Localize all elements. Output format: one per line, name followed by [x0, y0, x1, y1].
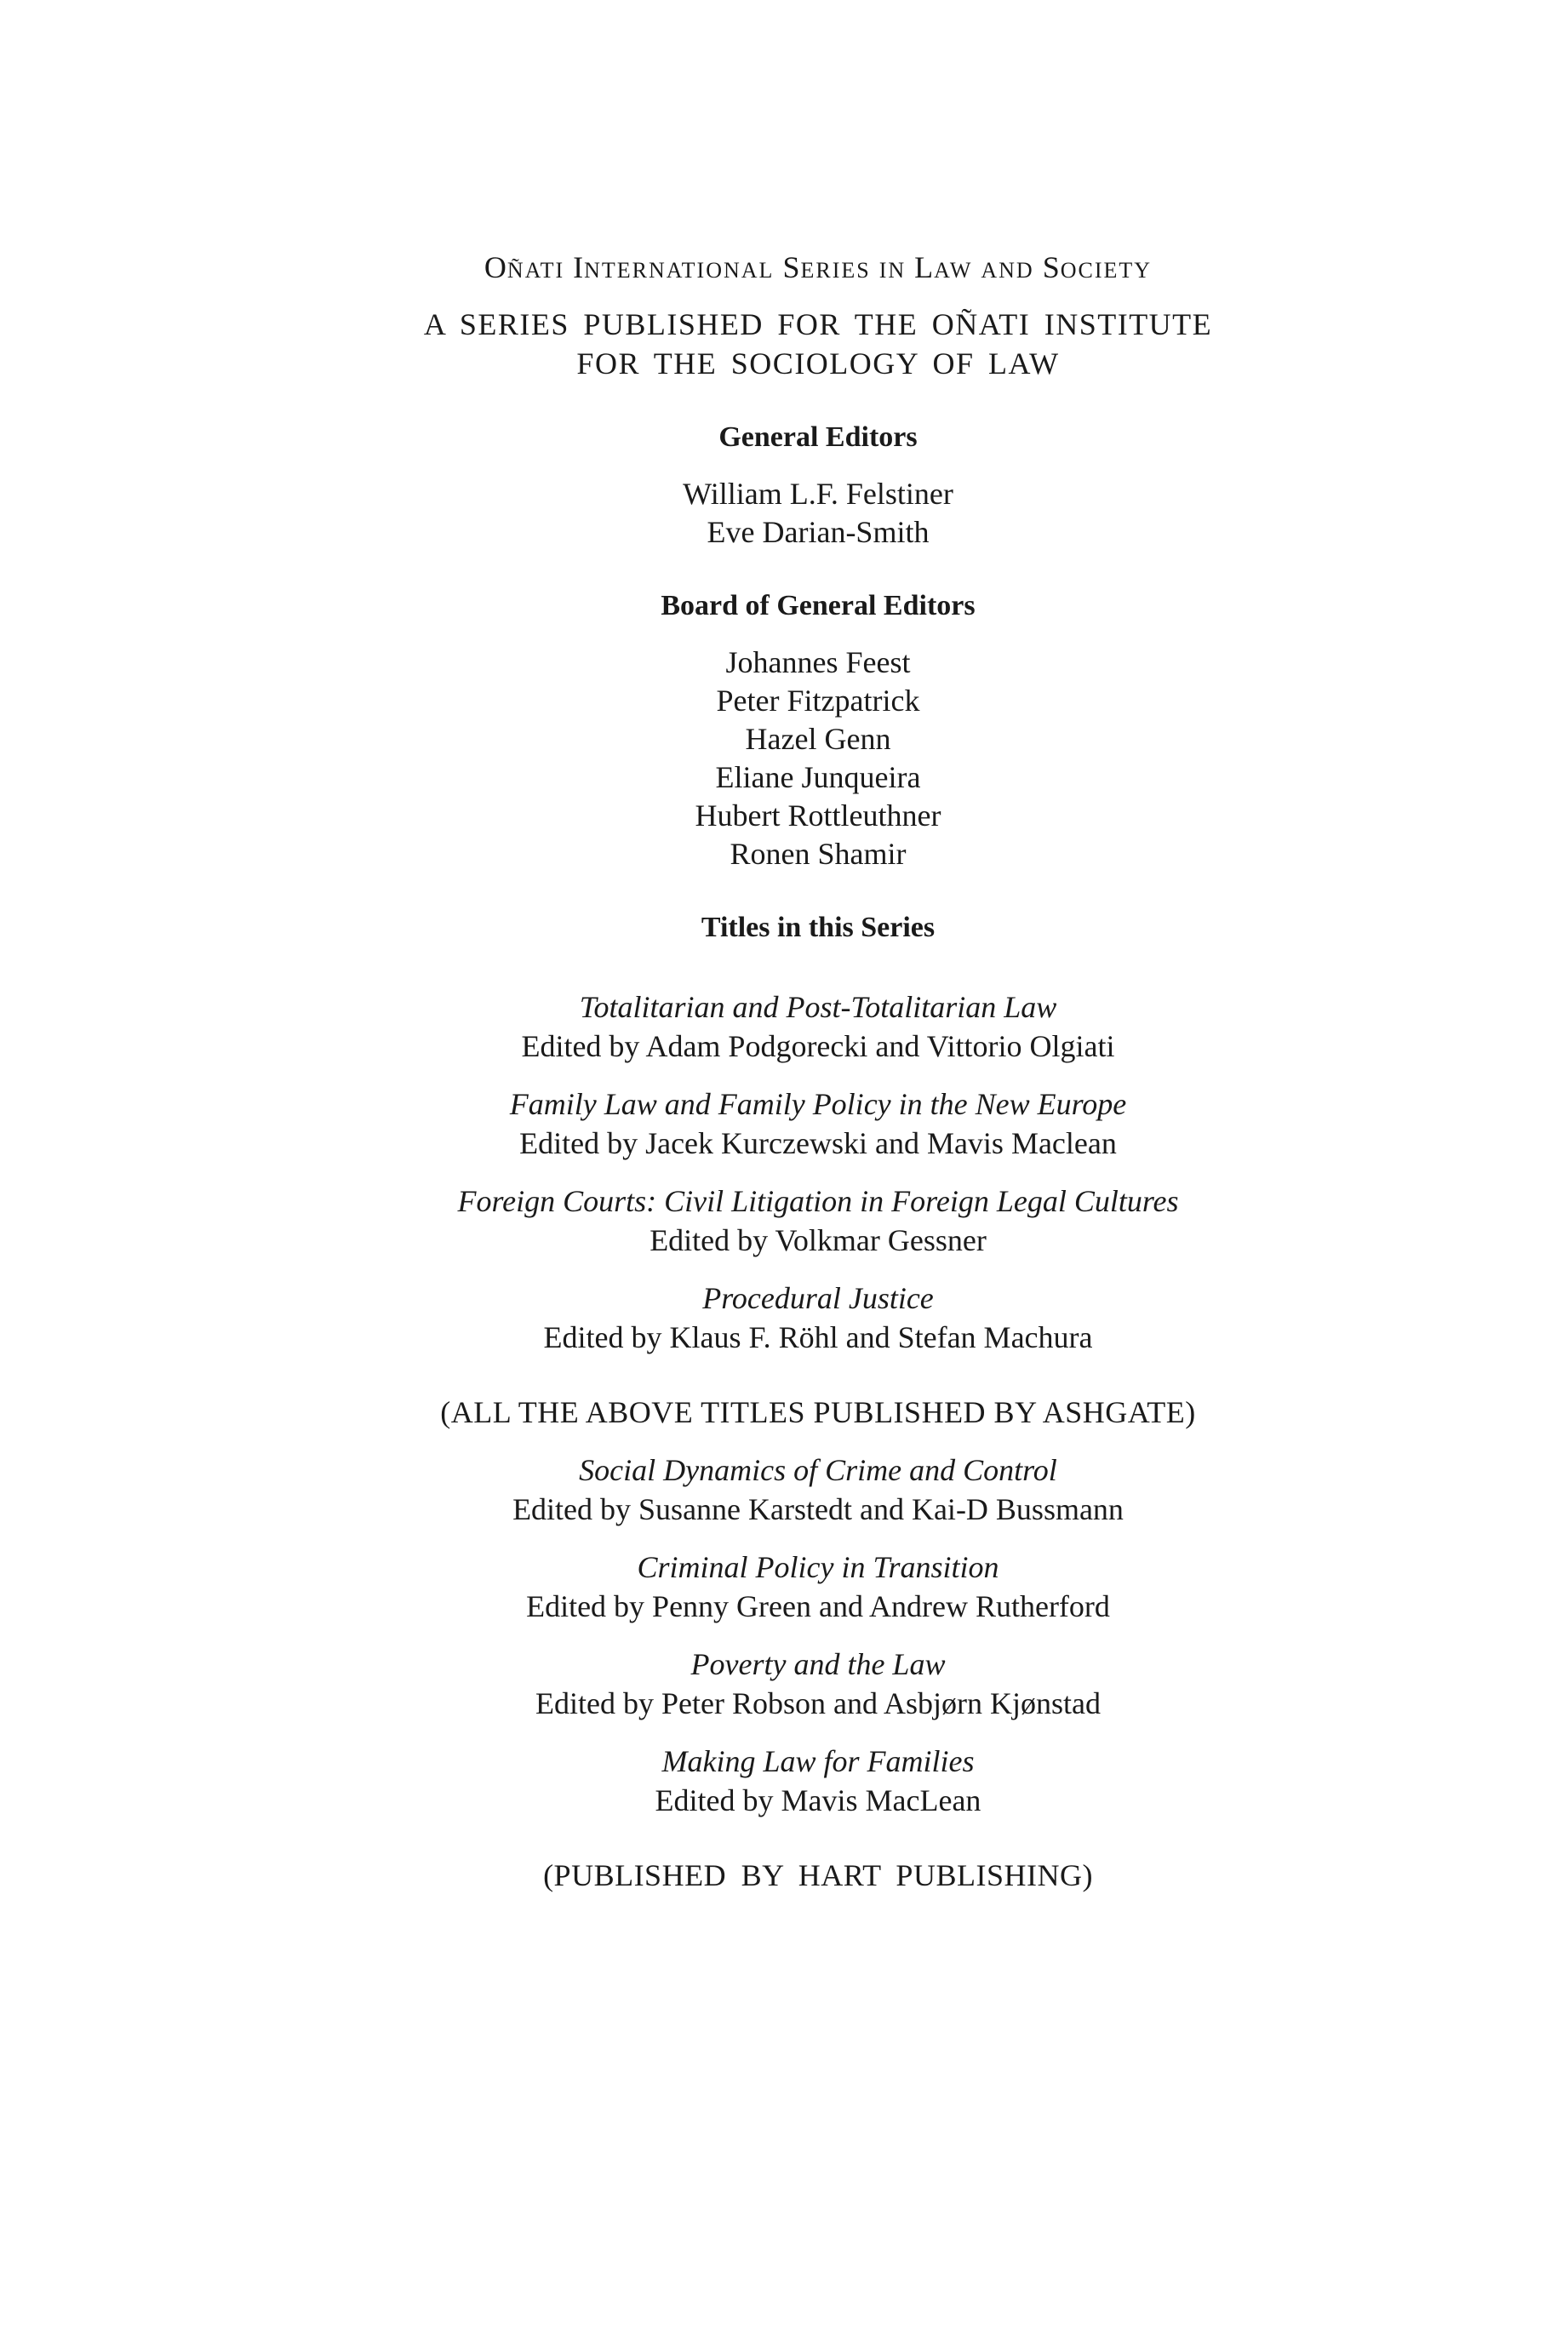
book-editors: Edited by Penny Green and Andrew Rutherford: [526, 1589, 1110, 1623]
series-name: [392, 249, 1244, 289]
book-title: Criminal Policy in Transition: [637, 1550, 999, 1584]
book-title: Making Law for Families: [661, 1744, 975, 1778]
series-title-entry: [392, 1548, 1244, 1626]
series-title-entry: [392, 1645, 1244, 1723]
series-title-entry: [392, 987, 1244, 1066]
board-member-name: Peter Fitzpatrick: [716, 684, 920, 718]
general-editors-heading: General Editors: [718, 421, 918, 453]
series-name-word: OÑATI: [484, 250, 565, 284]
series-name-word: IN: [878, 258, 907, 283]
series-title-entry: [392, 1084, 1244, 1163]
series-title-entry: [392, 1451, 1244, 1529]
board-list: [392, 644, 1244, 873]
series-subtitle: [392, 305, 1244, 383]
series-name-word: SERIES: [782, 250, 871, 284]
book-editors: Edited by Jacek Kurczewski and Mavis Maclean: [519, 1126, 1117, 1160]
book-title: Foreign Courts: Civil Litigation in Foreign Legal Cultures: [457, 1184, 1179, 1218]
series-name-word: AND: [981, 258, 1034, 283]
board-member-name: Johannes Feest: [725, 645, 911, 679]
book-title: Poverty and the Law: [690, 1647, 946, 1681]
editor-name: William L.F. Felstiner: [683, 477, 953, 511]
series-title-entry: [392, 1182, 1244, 1260]
editor-name: Eve Darian-Smith: [707, 515, 930, 549]
series-title-entry: [392, 1742, 1244, 1820]
general-editors-list: [392, 475, 1244, 552]
hart-publisher-note: (PUBLISHED BY HART PUBLISHING): [543, 1858, 1093, 1892]
book-editors: Edited by Susanne Karstedt and Kai-D Bussmann: [512, 1492, 1124, 1526]
book-editors: Edited by Peter Robson and Asbjørn Kjønstad: [535, 1686, 1101, 1720]
series-name-word: LAW: [914, 250, 973, 284]
series-subtitle-line: A SERIES PUBLISHED FOR THE OÑATI INSTITUTE: [423, 307, 1213, 341]
board-member-name: Hubert Rottleuthner: [695, 798, 941, 833]
book-editors: Edited by Volkmar Gessner: [650, 1223, 987, 1257]
board-heading: Board of General Editors: [661, 590, 976, 621]
series-page-content: [392, 249, 1244, 1895]
ashgate-publisher-note: (ALL THE ABOVE TITLES PUBLISHED BY ASHGATE): [440, 1395, 1196, 1429]
series-title-entry: [392, 1279, 1244, 1357]
series-subtitle-line: FOR THE SOCIOLOGY OF LAW: [576, 346, 1060, 381]
board-member-name: Eliane Junqueira: [715, 760, 921, 794]
book-title: Procedural Justice: [702, 1281, 934, 1315]
book-editors: Edited by Mavis MacLean: [655, 1783, 981, 1817]
book-editors: Edited by Klaus F. Röhl and Stefan Machura: [543, 1320, 1093, 1354]
titles-heading: Titles in this Series: [701, 912, 936, 943]
board-member-name: Ronen Shamir: [730, 837, 907, 871]
series-name-word: INTERNATIONAL: [573, 250, 775, 284]
book-title: Family Law and Family Policy in the New Europe: [509, 1087, 1127, 1121]
book-title: Totalitarian and Post-Totalitarian Law: [579, 990, 1057, 1024]
series-name-word: SOCIETY: [1042, 250, 1153, 284]
board-member-name: Hazel Genn: [745, 722, 891, 756]
book-title: Social Dynamics of Crime and Control: [579, 1453, 1057, 1487]
book-editors: Edited by Adam Podgorecki and Vittorio Olgiati: [521, 1029, 1115, 1063]
